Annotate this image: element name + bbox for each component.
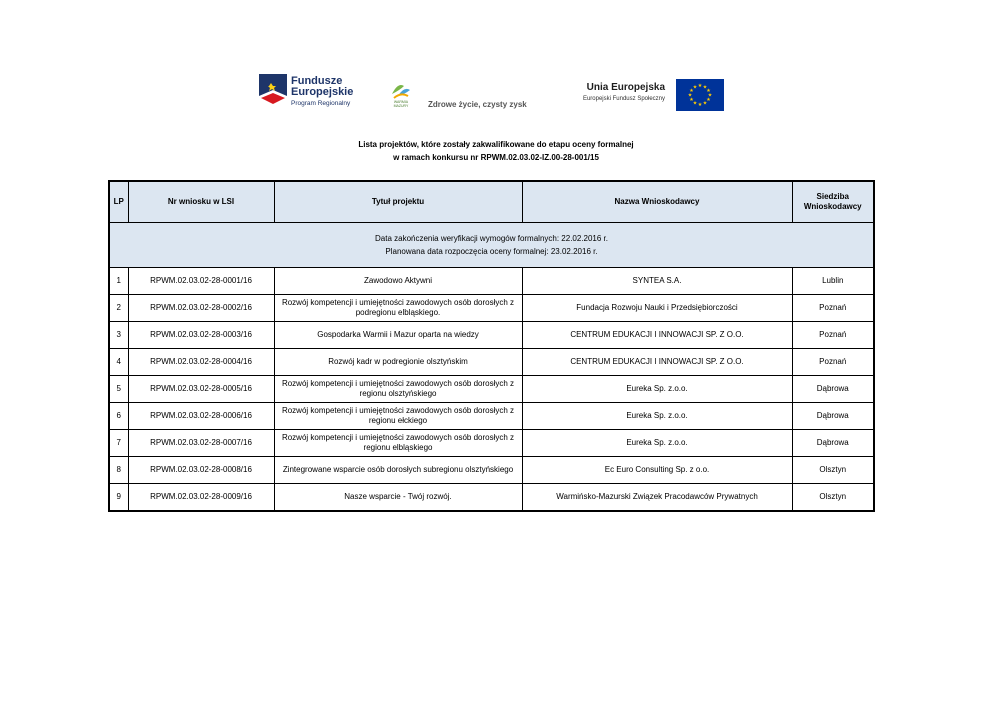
warmia-mazury-emblem-icon [390,80,412,100]
table-row [109,295,874,322]
svg-text:★: ★ [702,100,708,107]
cell-lp: 7 [109,430,128,457]
svg-text:★: ★ [706,97,711,103]
table-row [109,484,874,512]
cell-nr-wniosku: RPWM.02.03.02-28-0005/16 [128,376,274,403]
cell-tytul-projektu: Rozwój kadr w podregionie olsztyńskim [274,349,522,376]
cell-nazwa-wnioskodawcy: Warmińsko-Mazurski Związek Pracodawców Prywatnych [522,484,792,512]
cell-lp: 2 [109,295,128,322]
cell-tytul-projektu: Rozwój kompetencji i umiejętności zawodowych osób dorosłych z regionu elbląskiego [274,430,522,457]
table-row [109,376,874,403]
svg-text:★: ★ [689,97,694,103]
cell-lp: 1 [109,268,128,295]
cell-nazwa-wnioskodawcy: CENTRUM EDUKACJI I INNOWACJI SP. Z O.O. [522,349,792,376]
cell-siedziba: Dąbrowa [792,430,874,457]
fundusze-europejskie-logo [259,74,389,114]
cell-nr-wniosku: RPWM.02.03.02-28-0009/16 [128,484,274,512]
header-nr-wniosku: Nr wniosku w LSI [128,181,274,223]
cell-nazwa-wnioskodawcy: Eureka Sp. z.o.o. [522,430,792,457]
cell-nazwa-wnioskodawcy: Eureka Sp. z.o.o. [522,403,792,430]
cell-nr-wniosku: RPWM.02.03.02-28-0001/16 [128,268,274,295]
projects-table [108,180,875,512]
cell-tytul-projektu: Rozwój kompetencji i umiejętności zawodowych osób dorosłych z regionu ełckiego [274,403,522,430]
info-cell [109,223,874,268]
cell-nazwa-wnioskodawcy: Ec Euro Consulting Sp. z o.o. [522,457,792,484]
cell-nr-wniosku: RPWM.02.03.02-28-0008/16 [128,457,274,484]
cell-tytul-projektu: Nasze wsparcie - Twój rozwój. [274,484,522,512]
svg-text:★: ★ [687,92,693,99]
table-row [109,430,874,457]
svg-text:★: ★ [697,83,703,89]
cell-lp: 9 [109,484,128,512]
warmia-mazury-label: WARMIA MAZURY [393,100,409,108]
document-heading [0,138,992,164]
cell-siedziba: Dąbrowa [792,376,874,403]
fundusze-title: Fundusze Europejskie [291,75,354,98]
header-lp: LP [109,181,128,223]
header-siedziba-wnioskodawcy: Siedziba Wnioskodawcy [792,181,874,223]
table-row [109,403,874,430]
warmia-mazury-logo [390,80,540,114]
svg-text:★: ★ [692,100,698,107]
cell-tytul-projektu: Zintegrowane wsparcie osób dorosłych subregionu olsztyńskiego [274,457,522,484]
table-row [109,349,874,376]
table-row [109,457,874,484]
cell-lp: 3 [109,322,128,349]
cell-lp: 6 [109,403,128,430]
cell-siedziba: Olsztyn [792,457,874,484]
regional-slogan: Zdrowe życie, czysty zysk [428,100,527,109]
cell-siedziba: Dąbrowa [792,403,874,430]
cell-tytul-projektu: Rozwój kompetencji i umiejętności zawodowych osób dorosłych z regionu olsztyńskiego [274,376,522,403]
cell-tytul-projektu: Zawodowo Aktywni [274,268,522,295]
header-tytul-projektu: Tytuł projektu [274,181,522,223]
eu-subtitle: Europejski Fundusz Społeczny [582,96,665,102]
cell-siedziba: Olsztyn [792,484,874,512]
svg-text:★: ★ [692,84,698,91]
info-line-1: Data zakończenia weryfikacji wymogów formalnych: 22.02.2016 r. [375,234,608,243]
cell-lp: 8 [109,457,128,484]
cell-nr-wniosku: RPWM.02.03.02-28-0002/16 [128,295,274,322]
table-row [109,268,874,295]
cell-nazwa-wnioskodawcy: Fundacja Rozwoju Nauki i Przedsiębiorczości [522,295,792,322]
cell-nr-wniosku: RPWM.02.03.02-28-0003/16 [128,322,274,349]
cell-siedziba: Poznań [792,349,874,376]
svg-text:★: ★ [689,88,694,94]
heading-line-1: Lista projektów, które zostały zakwalifikowane do etapu oceny formalnej [358,140,634,149]
cell-tytul-projektu: Gospodarka Warmii i Mazur oparta na wiedzy [274,322,522,349]
eu-flag-icon [676,79,724,111]
cell-lp: 4 [109,349,128,376]
eu-title: Unia Europejska [586,82,665,93]
svg-text:★: ★ [702,84,708,91]
table-info-row [109,223,874,268]
svg-text:★: ★ [707,92,713,99]
cell-nr-wniosku: RPWM.02.03.02-28-0004/16 [128,349,274,376]
heading-line-2: w ramach konkursu nr RPWM.02.03.02-IZ.00-28-001/15 [393,153,599,162]
cell-tytul-projektu: Rozwój kompetencji i umiejętności zawodowych osób dorosłych z podregionu elbląskiego. [274,295,522,322]
cell-lp: 5 [109,376,128,403]
table-header-row [109,181,874,223]
cell-siedziba: Poznań [792,322,874,349]
cell-siedziba: Lublin [792,268,874,295]
info-line-2: Planowana data rozpoczęcia oceny formalnej: 23.02.2016 r. [385,247,598,256]
cell-nazwa-wnioskodawcy: Eureka Sp. z.o.o. [522,376,792,403]
cell-nazwa-wnioskodawcy: CENTRUM EDUKACJI I INNOWACJI SP. Z O.O. [522,322,792,349]
unia-europejska-logo [568,78,728,112]
cell-nr-wniosku: RPWM.02.03.02-28-0006/16 [128,403,274,430]
fundusze-europejskie-emblem-icon [259,74,287,110]
cell-nr-wniosku: RPWM.02.03.02-28-0007/16 [128,430,274,457]
svg-text:★: ★ [706,88,711,94]
table-row [109,322,874,349]
cell-siedziba: Poznań [792,295,874,322]
fundusze-subtitle: Program Regionalny [291,100,351,107]
svg-text:★: ★ [697,102,703,108]
cell-nazwa-wnioskodawcy: SYNTEA S.A. [522,268,792,295]
header-nazwa-wnioskodawcy: Nazwa Wnioskodawcy [522,181,792,223]
